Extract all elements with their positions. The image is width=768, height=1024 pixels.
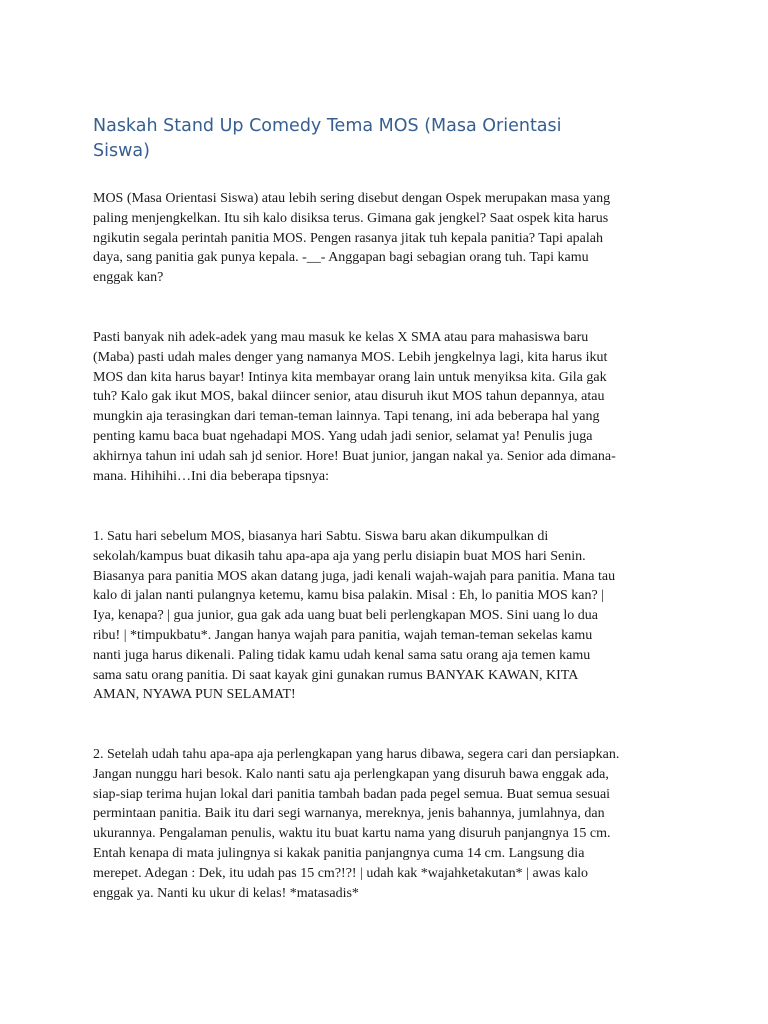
text-line: sama satu orang panitia. Di saat kayak gini gunakan rumus BANYAK KAWAN, KITA: [93, 667, 579, 683]
text-line: kalo di jalan nanti pulangnya ketemu, kamu bisa palakin. Misal : Eh, lo panitia MOS kan? |: [93, 588, 604, 604]
text-line: siap-siap terima hujan lokal dari panitia tambah badan pada pegel semua. Buat semua sesuai: [93, 786, 611, 802]
text-line: Entah kenapa di mata julingnya si kakak panitia panjangnya cuma 14 cm. Langsung dia: [93, 845, 585, 861]
text-line: merepet. Adegan : Dek, itu udah pas 15 cm?!?! | udah kak *wajahketakutan* | awas kalo: [93, 865, 589, 881]
text-line: tuh? Kalo gak ikut MOS, bakal diincer senior, atau disuruh ikut MOS tahun depannya, atau: [93, 389, 605, 405]
text-line: enggak kan?: [93, 270, 164, 286]
text-line: ribu! | *timpukbatu*. Jangan hanya wajah para panitia, wajah teman-teman sekelas kamu: [93, 627, 593, 643]
text-line: daya, sang panitia gak punya kepala. -__- Anggapan bagi sebagian orang tuh. Tapi kamu: [93, 250, 589, 266]
paragraph-intro: [93, 189, 681, 288]
paragraph-tip-2: [93, 745, 681, 903]
text-line: Iya, kenapa? | gua junior, gua gak ada uang buat beli perlengkapan MOS. Sini uang lo dua: [93, 608, 598, 624]
text-line: mungkin aja terasingkan dari teman-teman lainnya. Tapi tenang, ini ada beberapa hal yang: [93, 409, 600, 425]
text-line: 2. Setelah udah tahu apa-apa aja perlengkapan yang harus dibawa, segera cari dan persiapkan.: [93, 747, 620, 762]
text-line: Pasti banyak nih adek-adek yang mau masuk ke kelas X SMA atau para mahasiswa baru: [93, 330, 589, 345]
text-line: nanti juga harus dikenali. Paling tidak kamu udah kenal sama satu orang aja temen kamu: [93, 647, 591, 663]
text-line: paling menjengkelkan. Itu sih kalo disiksa terus. Gimana gak jengkel? Saat ospek kita harus: [93, 210, 609, 226]
paragraph-tip-1: [93, 527, 681, 705]
document-title: [93, 114, 693, 164]
text-line: 1. Satu hari sebelum MOS, biasanya hari Sabtu. Siswa baru akan dikumpulkan di: [93, 529, 549, 544]
text-line: mana. Hihihihi…Ini dia beberapa tipsnya:: [93, 468, 329, 484]
title-line: Siswa): [93, 141, 150, 161]
text-line: ukurannya. Pengalaman penulis, waktu itu buat kartu nama yang disuruh panjangnya 15 cm.: [93, 826, 611, 842]
text-line: AMAN, NYAWA PUN SELAMAT!: [93, 687, 296, 703]
text-line: MOS (Masa Orientasi Siswa) atau lebih sering disebut dengan Ospek merupakan masa yang: [93, 191, 611, 206]
text-line: sekolah/kampus buat dikasih tahu apa-apa aja yang perlu disiapin buat MOS hari Senin.: [93, 548, 586, 564]
text-line: permintaan panitia. Baik itu dari segi warnanya, mereknya, jenis bahannya, jumlahnya, dan: [93, 806, 605, 822]
text-line: MOS dan kita harus bayar! Intinya kita membayar orang lain untuk menyiksa kita. Gila gak: [93, 369, 607, 385]
title-line: Naskah Stand Up Comedy Tema MOS (Masa Orientasi: [93, 116, 562, 136]
text-line: penting kamu baca buat ngehadapi MOS. Yang udah jadi senior, selamat ya! Penulis juga: [93, 428, 593, 444]
text-line: enggak ya. Nanti ku ukur di kelas! *matasadis*: [93, 885, 359, 901]
text-line: Jangan nunggu hari besok. Kalo nanti satu aja perlengkapan yang disuruh bawa enggak ada,: [93, 766, 609, 782]
text-line: Biasanya para panitia MOS akan datang juga, jadi kenali wajah-wajah para panitia. Mana tau: [93, 568, 616, 584]
text-line: akhirnya tahun ini udah sah jd senior. Hore! Buat junior, jangan nakal ya. Senior ada dimana-: [93, 448, 616, 464]
text-line: (Maba) pasti udah males denger yang namanya MOS. Lebih jengkelnya lagi, kita harus ikut: [93, 349, 608, 365]
text-line: ngikutin segala perintah panitia MOS. Pengen rasanya jitak tuh kepala panitia? Tapi apalah: [93, 230, 603, 246]
paragraph-context: [93, 328, 681, 486]
